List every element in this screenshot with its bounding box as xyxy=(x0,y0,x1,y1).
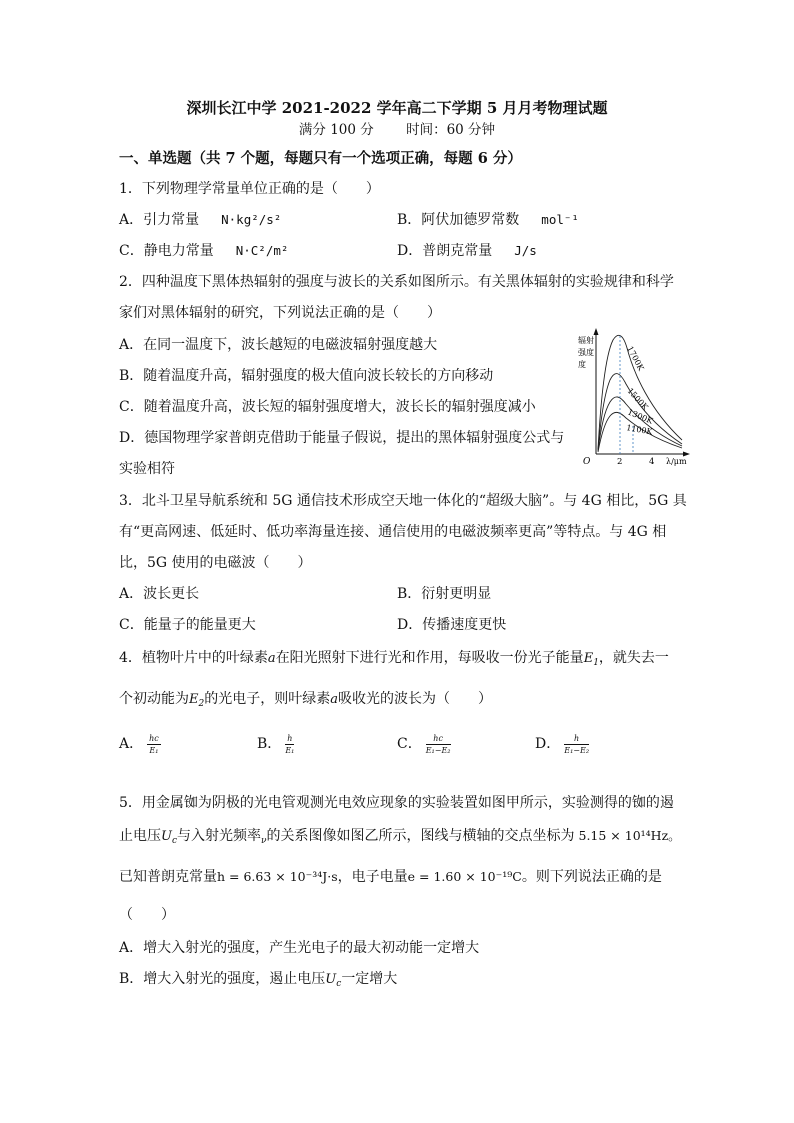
blackbody-radiation-figure xyxy=(570,326,694,466)
exam-title: 深圳长江中学 2021-2022 学年高二下学期 5 月月考物理试题 xyxy=(186,99,608,117)
q2-option-b: B．随着温度升高，辐射强度的极大值向波长较长的方向移动 xyxy=(119,368,494,384)
var-uc-b: $U_c$ xyxy=(325,972,342,989)
q3-stem-line1: 3．北斗卫星导航系统和 5G 通信技术形成空天地一体化的“超级大脑”。与 4G 相比，5G 具 xyxy=(119,493,687,509)
var-e1: $E_1$ xyxy=(583,651,599,668)
q1-option-c: C．静电力常量 N·C²/m² xyxy=(119,243,289,259)
q5-stem-line1: 5．用金属铷为阴极的光电管观测光电效应现象的实验装置如图甲所示，实验测得的铷的遏 xyxy=(119,795,674,811)
q3-option-a: A．波长更长 xyxy=(119,586,200,602)
x-tick-4: 4 xyxy=(649,457,655,466)
exam-time: 时间：60 分钟 xyxy=(406,122,496,138)
q5-stem-line3: 已知普朗克常量h = 6.63 × 10⁻³⁴J·s，电子电量e = 1.60 × 10⁻¹⁹C。则下列说法正确的是 xyxy=(119,869,662,885)
q4-option-a-fraction: $\frac{hc}{\text{E₁}}$ xyxy=(149,733,159,755)
q3-stem-line2: 有“更高网速、低延时、低功率海量连接、通信使用的电磁波频率更高”等特点。与 4G 相 xyxy=(119,524,667,540)
curve-label-1100k: 1100K xyxy=(625,423,654,437)
q3-option-c: C．能量子的能量更大 xyxy=(119,617,256,633)
y-axis-label-3: 度 xyxy=(578,360,586,369)
x-axis-label: λ/μm xyxy=(666,457,687,466)
q4-stem-line2: 个初动能为$E_2$的光电子，则叶绿素a吸收光的波长为（ ） xyxy=(119,691,492,709)
full-score: 满分 100 分 xyxy=(298,122,374,138)
var-a: a xyxy=(267,651,276,666)
electron-charge: e = 1.60 × 10⁻¹⁹C xyxy=(407,869,522,884)
curve-label-1700k: 1700K xyxy=(625,344,646,373)
q4-option-d: D． $\frac{h}{\text{E₁−E₂}}$ xyxy=(535,733,590,755)
q2-option-d-line1: D．德国物理学家普朗克借助于能量子假说，提出的黑体辐射强度公式与 xyxy=(119,430,565,446)
q4-option-a: A． $\frac{hc}{\text{E₁}}$ xyxy=(119,733,159,755)
q1-option-d-unit: J/s xyxy=(514,243,537,258)
y-axis-arrow xyxy=(594,328,599,335)
var-nu: ν xyxy=(261,836,267,846)
q1-option-b: B．阿伏加德罗常数 mol⁻¹ xyxy=(397,212,579,228)
q5-option-a: A．增大入射光的强度，产生光电子的最大初动能一定增大 xyxy=(119,940,480,956)
intercept-frequency: 5.15 × 10¹⁴Hz。 xyxy=(578,828,681,843)
q2-stem-line1: 2．四种温度下黑体热辐射的强度与波长的关系如图所示。有关黑体辐射的实验规律和科学 xyxy=(119,274,674,290)
q3-option-d: D．传播速度更快 xyxy=(397,617,507,633)
q3-option-b: B．衍射更明显 xyxy=(397,586,492,602)
q2-option-c: C．随着温度升高，波长短的辐射强度增大，波长长的辐射强度减小 xyxy=(119,399,536,415)
q4-option-b-fraction: $\frac{h}{\text{E₁}}$ xyxy=(285,733,295,755)
curve-label-1500k: 1500K xyxy=(625,386,650,412)
q4-option-c: C． $\frac{hc}{\text{E₁−E₂}}$ xyxy=(397,733,451,755)
y-axis-label-1: 辐射 xyxy=(578,336,594,345)
var-uc: $U_c$ xyxy=(161,829,178,846)
q1-option-a-unit: N·kg²/s² xyxy=(221,212,282,227)
q5-stem-line2: 止电压$U_c$与入射光频率$_\nu$的关系图像如图乙所示，图线与横轴的交点坐标为 5.15 × 10¹⁴Hz。 xyxy=(119,828,681,846)
q1-option-a: A．引力常量 N·kg²/s² xyxy=(119,212,282,228)
section-heading: 一、单选题（共 7 个题，每题只有一个选项正确，每题 6 分） xyxy=(119,150,522,167)
x-axis-arrow xyxy=(683,452,690,457)
q4-stem-line1: 4．植物叶片中的叶绿素a在阳光照射下进行光和作用，每吸收一份光子能量$E_1$，就失去一 xyxy=(119,650,669,668)
exam-subtitle xyxy=(0,118,794,138)
q1-option-c-unit: N·C²/m² xyxy=(235,243,289,258)
q2-stem-line2: 家们对黑体辐射的研究，下列说法正确的是（ ） xyxy=(119,305,441,321)
q2-option-a: A．在同一温度下，波长越短的电磁波辐射强度越大 xyxy=(119,337,438,353)
var-e2: $E_2$ xyxy=(189,692,205,709)
y-axis-label-2: 强度 xyxy=(578,348,594,357)
q5-option-b: B．增大入射光的强度，遏止电压$U_c$一定增大 xyxy=(119,971,398,989)
planck-constant: h = 6.63 × 10⁻³⁴J·s xyxy=(217,869,338,884)
q4-option-b: B． $\frac{h}{\text{E₁}}$ xyxy=(257,733,295,755)
x-tick-2: 2 xyxy=(617,457,623,466)
q1-stem: 1．下列物理学常量单位正确的是（ ） xyxy=(119,181,380,197)
q3-stem-line3: 比，5G 使用的电磁波（ ） xyxy=(119,555,312,571)
q4-option-c-fraction: $\frac{hc}{\text{E₁−E₂}}$ xyxy=(425,733,451,755)
q2-option-d-line2: 实验相符 xyxy=(119,461,175,477)
curve-label-1300k: 1300K xyxy=(626,407,655,426)
origin-label: O xyxy=(583,457,591,466)
q1-option-b-unit: mol⁻¹ xyxy=(541,212,579,227)
q4-option-d-fraction: $\frac{h}{\text{E₁−E₂}}$ xyxy=(564,733,590,755)
q5-answer-paren: （ ） xyxy=(119,907,175,923)
q1-option-d: D．普朗克常量 J/s xyxy=(397,243,537,259)
